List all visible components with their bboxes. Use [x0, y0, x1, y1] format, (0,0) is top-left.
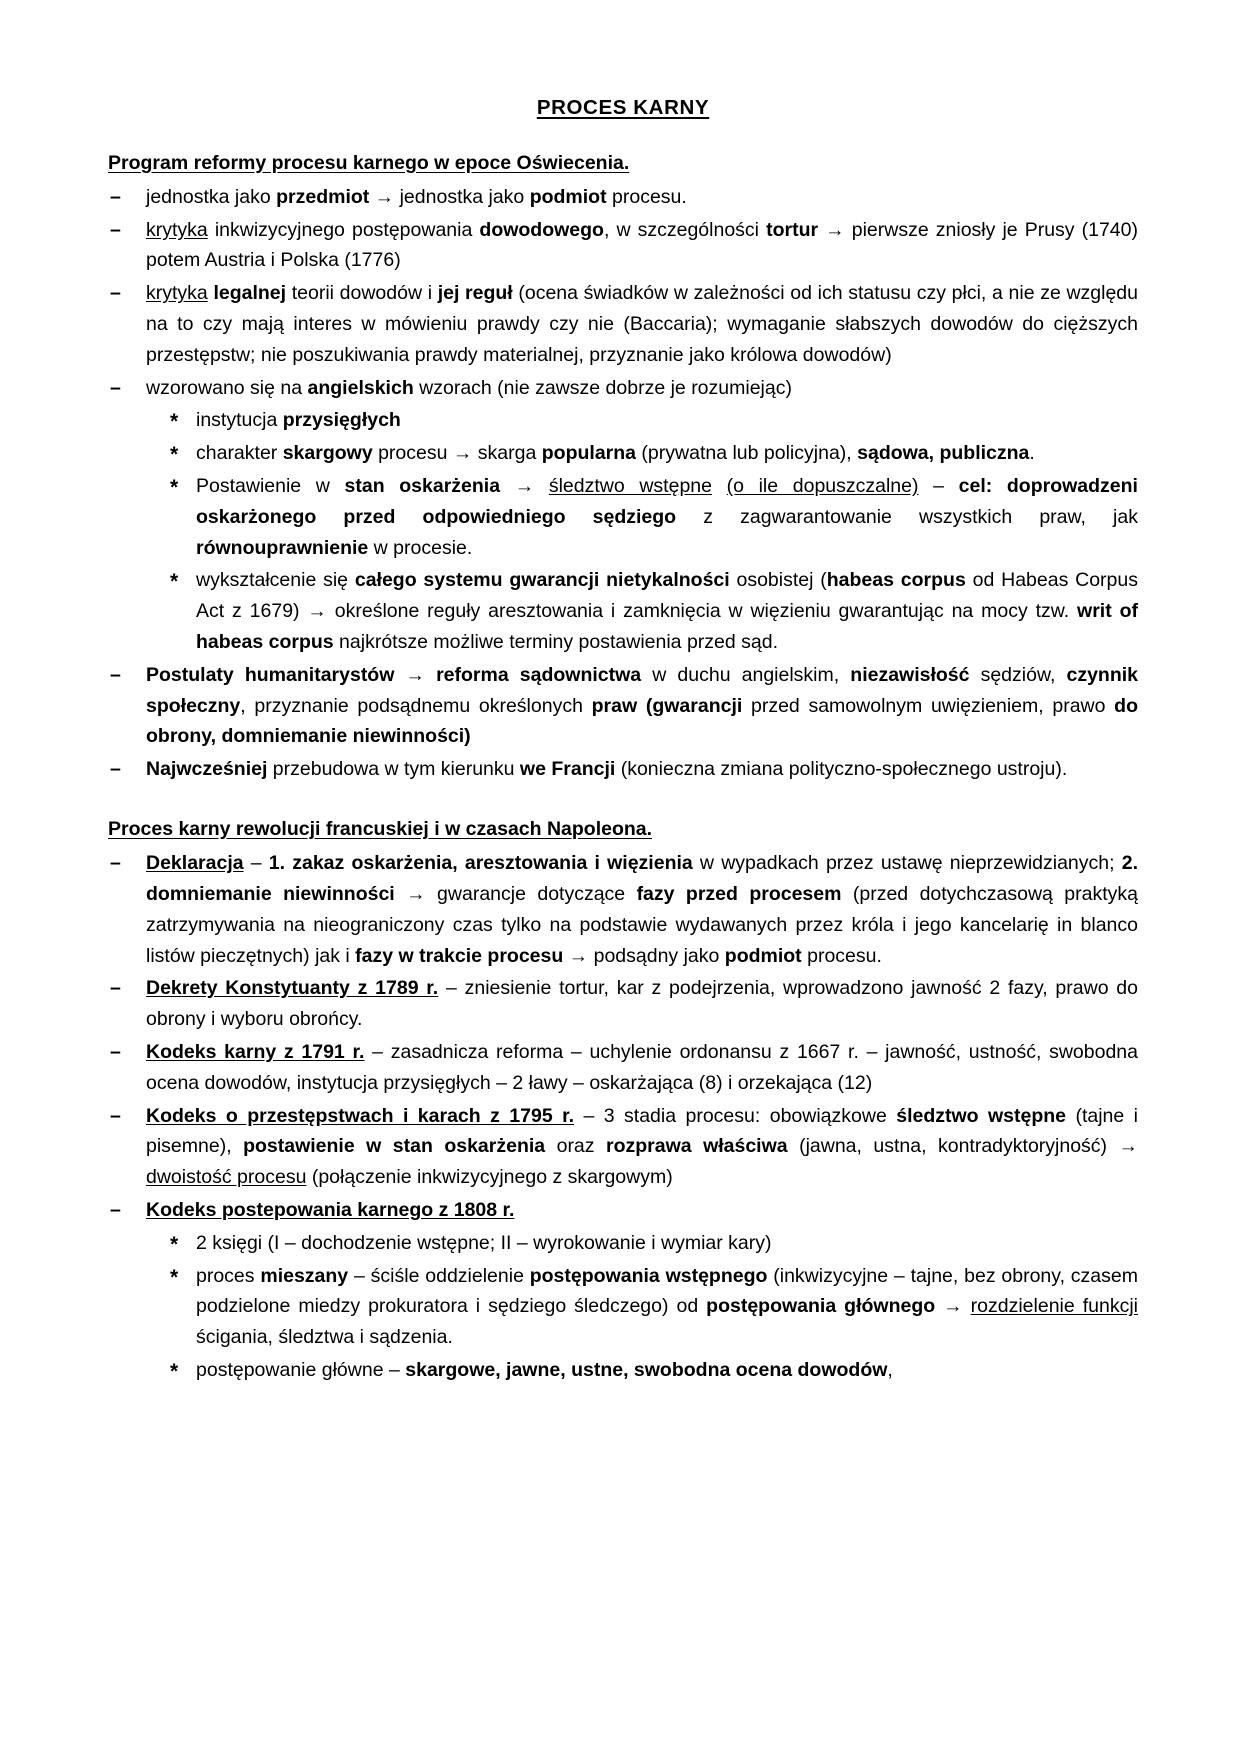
text-run-underline: Deklaracja — [146, 852, 244, 875]
text-run: sędziów, — [969, 663, 1067, 686]
text-run-bold: skargowe, jawne, ustne, swobodna ocena dowodów — [405, 1359, 888, 1382]
text-run-bold: praw (gwarancji — [591, 694, 743, 717]
page-title: PROCES KARNY — [536, 96, 710, 119]
sub-bullet-item — [170, 471, 1138, 563]
text-run-bold-underline — [146, 1041, 364, 1063]
text-run: ścigania, śledztwa i sądzenia. — [196, 1326, 453, 1349]
sub-bullet-item — [170, 1228, 1138, 1259]
text-run-bold: fazy przed procesem — [636, 883, 842, 906]
text-run-bold: Najwcześniej — [146, 758, 268, 781]
text-run: → podsądny jako — [563, 944, 725, 967]
text-run-bold: podmiot — [724, 944, 802, 967]
text-run: – — [918, 475, 959, 498]
text-run-underline: krytyka — [146, 282, 208, 305]
bullet-item — [108, 373, 1138, 658]
text-run-bold: śledztwo wstępne — [896, 1104, 1067, 1127]
text-run-bold: czynnik społeczny — [146, 663, 1139, 717]
text-run-bold-underline — [146, 1199, 514, 1221]
text-run: wzorowano się na — [146, 376, 308, 399]
text-run-bold-underline — [146, 852, 244, 874]
bullet-list — [108, 848, 1138, 1386]
text-run-bold: dowodowego — [479, 218, 604, 241]
sub-bullet-list — [170, 405, 1138, 657]
bullet-item — [108, 973, 1138, 1035]
text-run: wykształcenie się — [196, 569, 355, 592]
bullet-item — [108, 278, 1138, 370]
text-run: – 3 stadia procesu: obowiązkowe — [574, 1104, 897, 1127]
text-run: → jednostka jako — [369, 185, 530, 208]
text-run: – ściśle oddzielenie — [348, 1264, 530, 1287]
text-run: w wypadkach przez ustawę nieprzewidzianych; — [692, 852, 1122, 875]
text-run: → pierwsze zniosły je Prusy (1740) potem Austria i Polska (1776) — [146, 218, 1138, 272]
text-run: (tajne i pisemne), — [146, 1104, 1139, 1158]
text-run: → — [500, 475, 549, 498]
text-run: inkwizycyjnego postępowania — [207, 218, 480, 241]
sections-container — [108, 149, 1138, 1386]
sub-bullet-item — [170, 1355, 1138, 1386]
document-content — [108, 96, 1138, 1388]
text-run-bold-underline — [146, 977, 438, 999]
sub-bullet-item — [170, 565, 1138, 657]
text-run-bold: przedmiot — [276, 185, 370, 208]
text-run: (jawna, ustna, kontradyktoryjność) → — [787, 1135, 1138, 1158]
text-run: Postawienie w — [196, 475, 345, 498]
bullet-item — [108, 754, 1138, 785]
text-run: wzorach (nie zawsze dobrze je rozumiejąc) — [413, 376, 792, 399]
text-run: → — [935, 1295, 971, 1318]
sub-bullet-wrapper — [146, 405, 1138, 657]
text-run: , w szczególności — [603, 218, 767, 241]
sub-bullet-item — [170, 438, 1138, 469]
bullet-list — [108, 182, 1138, 785]
text-run: postępowanie główne – — [196, 1359, 406, 1382]
text-run-bold: do obrony, domniemanie niewinności) — [146, 694, 1138, 748]
text-run-bold: 2. domniemanie niewinności — [146, 852, 1138, 906]
text-run: 2 księgi (I – dochodzenie wstępne; II – wyrokowanie i wymiar kary) — [196, 1231, 772, 1254]
text-run-bold: tortur — [766, 218, 819, 241]
text-run-underline: dwoistość procesu — [146, 1166, 307, 1189]
text-run: procesu. — [801, 944, 882, 967]
text-run-bold: angielskich — [307, 376, 414, 399]
bullet-item — [108, 1037, 1138, 1099]
text-run-bold: habeas corpus — [826, 569, 966, 592]
text-run-underline: Kodeks postepowania karnego z 1808 r. — [146, 1199, 515, 1222]
text-run: przebudowa w tym kierunku — [267, 758, 520, 781]
text-run: – — [243, 852, 269, 875]
text-run-bold: cel: doprowadzeni oskarżonego przed odpowiedniego sędziego — [196, 475, 1138, 528]
text-run: z zagwarantowanie wszystkich praw, jak — [676, 505, 1138, 528]
text-run: , przyznanie podsądnemu określonych — [240, 694, 592, 717]
text-run: najkrótsze możliwe terminy postawienia przed sąd. — [333, 631, 778, 654]
text-run: , — [887, 1359, 893, 1382]
text-run-bold-underline — [146, 1105, 574, 1127]
text-run: → — [394, 663, 437, 686]
text-run: . — [1029, 442, 1035, 465]
text-run: (ocena świadków w zależności od ich statusu czy płci, a nie ze względu na to czy mają interes w mówieniu prawdy czy nie (Baccaria); wymaganie słabszych dowodów do cięższych przestępstw; nie poszukiwania prawdy materialnej, przyznanie jako królowa dowodów) — [146, 282, 1138, 366]
bullet-item — [108, 848, 1138, 971]
text-run: w procesie. — [368, 536, 473, 559]
text-run-bold: 1. zakaz oskarżenia, aresztowania i więzienia — [268, 852, 693, 875]
text-run — [712, 475, 727, 497]
text-run-bold: stan oskarżenia — [344, 475, 501, 498]
sub-bullet-item — [170, 1261, 1138, 1353]
text-run: procesu. — [606, 185, 687, 208]
text-run-bold: równouprawnienie — [196, 536, 369, 559]
text-run-underline: Kodeks o przestępstwach i karach z 1795 r. — [146, 1104, 575, 1127]
text-run: charakter — [196, 442, 283, 465]
text-run-bold: Postulaty humanitarystów — [146, 663, 395, 686]
bullet-item — [108, 1195, 1138, 1386]
text-run-bold: we Francji — [519, 758, 616, 781]
text-run: – zniesienie tortur, kar z podejrzenia, wprowadzono jawność 2 fazy, prawo do obrony i wyboru obrońcy. — [146, 977, 1138, 1031]
text-run-bold: podmiot — [529, 185, 607, 208]
text-run-bold: mieszany — [260, 1264, 349, 1287]
text-run: teorii dowodów i — [286, 282, 438, 305]
text-run-underline: (o ile dopuszczalne) — [726, 475, 919, 498]
text-run-bold: postawienie w stan oskarżenia — [243, 1135, 546, 1158]
text-run: (połączenie inkwizycyjnego z skargowym) — [306, 1166, 673, 1189]
text-run-underline: Kodeks karny z 1791 r. — [146, 1041, 365, 1064]
text-run-bold: reforma sądownictwa — [436, 663, 642, 686]
text-run: oraz — [545, 1135, 606, 1158]
sub-bullet-wrapper — [146, 1228, 1138, 1386]
text-run-bold: postępowania głównego — [706, 1295, 936, 1318]
bullet-item — [108, 215, 1138, 277]
text-run-bold: niezawisłość — [850, 663, 970, 686]
text-run: (przed dotychczasową praktyką zatrzymywania na nieograniczony czas tylko na podstawie wydawanych przez króla i jego kancelarię in blanco listów pieczętnych) jak i — [146, 883, 1139, 967]
text-run: instytucja — [196, 409, 283, 432]
text-run-underline: rozdzielenie funkcji — [970, 1295, 1138, 1318]
text-run: (konieczna zmiana polityczno-społecznego ustroju). — [615, 758, 1068, 781]
text-run: jednostka jako — [146, 185, 277, 208]
section-heading: Proces karny rewolucji francuskiej i w czasach Napoleona. — [108, 818, 653, 840]
text-run: przed samowolnym uwięzieniem, prawo — [742, 694, 1115, 717]
text-run-bold: fazy w trakcie procesu — [355, 944, 564, 967]
text-run-bold: writ of habeas corpus — [196, 600, 1138, 654]
text-run-bold: przysięgłych — [282, 409, 401, 432]
bullet-item — [108, 660, 1138, 752]
text-run-bold: całego systemu gwarancji nietykalności — [354, 569, 730, 592]
text-run: → gwarancje dotyczące — [394, 883, 637, 906]
sub-bullet-item — [170, 405, 1138, 436]
bullet-item — [108, 182, 1138, 213]
text-run: w duchu angielskim, — [641, 663, 851, 686]
text-run-underline: Dekrety Konstytuanty z 1789 r. — [146, 977, 439, 1000]
text-run-bold: legalnej — [213, 282, 287, 305]
text-run-bold: popularna — [541, 442, 637, 465]
text-run: (prywatna lub policyjna), — [636, 442, 858, 465]
text-run-bold: sądowa, publiczna — [857, 442, 1030, 465]
text-run-underline: krytyka — [146, 218, 208, 241]
text-run-bold: skargowy — [282, 442, 373, 465]
text-run-bold: rozprawa właściwa — [606, 1135, 788, 1158]
section-heading: Program reformy procesu karnego w epoce Oświecenia. — [108, 151, 630, 174]
text-run-bold: postępowania wstępnego — [529, 1264, 768, 1287]
bullet-item — [108, 1101, 1138, 1193]
text-run: – zasadnicza reforma – uchylenie ordonansu z 1667 r. – jawność, ustność, swobodna ocena dowodów, instytucja przysięgłych – 2 ławy – oskarżająca (8) i orzekająca (12) — [146, 1041, 1139, 1094]
text-run: (inkwizycyjne – tajne, bez obrony, czasem podzielone miedzy prokuratora i sędziego śledczego) od — [196, 1264, 1138, 1318]
text-run-underline: śledztwo wstępne — [548, 475, 712, 498]
text-run: proces — [196, 1264, 261, 1287]
text-run: procesu → skarga — [372, 442, 542, 465]
text-run: osobistej ( — [729, 569, 827, 592]
text-run: od Habeas Corpus Act z 1679) → określone reguły aresztowania i zamknięcia w więzieniu gwarantując na mocy tzw. — [196, 569, 1138, 623]
text-run-bold: jej reguł — [437, 282, 513, 305]
sub-bullet-list — [170, 1228, 1138, 1386]
